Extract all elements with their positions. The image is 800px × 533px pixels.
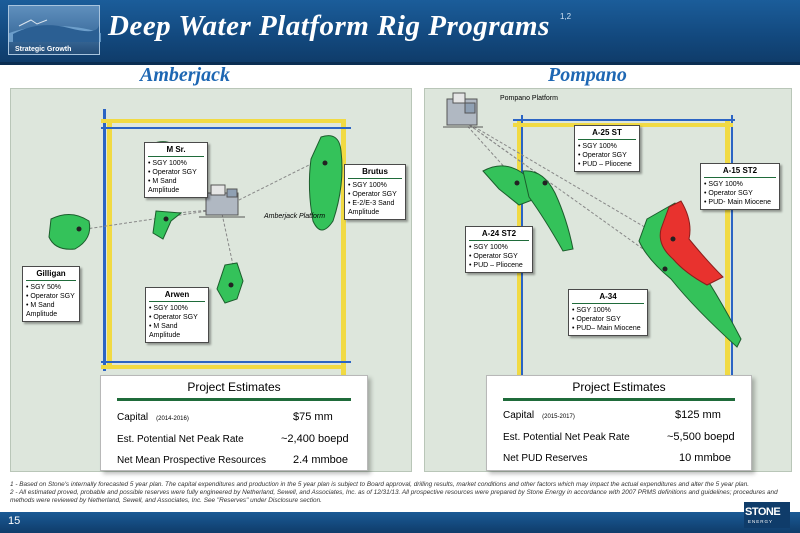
footnotes bbox=[10, 481, 780, 505]
stone-logo-subtext: ENERGY bbox=[748, 519, 774, 524]
prospect-detail: • E-2/E-3 Sand Amplitude bbox=[348, 199, 402, 217]
prospect-detail: • PUD – Pliocene bbox=[578, 160, 636, 169]
estimates-underline bbox=[117, 398, 351, 401]
prospect-label-a-34 bbox=[568, 289, 648, 336]
prospect-label-a-24-st2 bbox=[465, 226, 533, 273]
prospect-name: A-15 ST2 bbox=[704, 166, 776, 178]
capital-value: $75 mm bbox=[293, 411, 333, 423]
prospect-detail: • SGY 100% bbox=[469, 243, 529, 252]
amberjack-title: Amberjack bbox=[140, 64, 230, 86]
rate-label: Est. Potential Net Peak Rate bbox=[117, 434, 244, 445]
pompano-title: Pompano bbox=[548, 64, 627, 86]
footer-bar bbox=[0, 512, 800, 533]
prospect-label-a-15-st2 bbox=[700, 163, 780, 210]
title-footnote-ref: 1,2 bbox=[560, 12, 572, 21]
pompano-platform-icon bbox=[443, 93, 483, 127]
header-divider bbox=[0, 62, 800, 65]
strategic-growth-logo bbox=[8, 5, 100, 55]
prospect-detail: • Operator SGY bbox=[578, 151, 636, 160]
prospect-label-gilligan bbox=[22, 266, 80, 322]
rate-value: ~2,400 boepd bbox=[281, 433, 349, 445]
capital-row bbox=[117, 412, 189, 423]
estimates-title: Project Estimates bbox=[572, 380, 666, 394]
capital-label: Capital bbox=[117, 412, 149, 423]
prospect-name: M Sr. bbox=[148, 145, 204, 157]
prospect-name: A-24 ST2 bbox=[469, 229, 529, 241]
logo-caption: Strategic Growth bbox=[15, 46, 72, 53]
prospect-label-m-sr bbox=[144, 142, 208, 198]
rate-value: ~5,500 boepd bbox=[667, 431, 735, 443]
prospect-detail: • SGY 100% bbox=[149, 304, 205, 313]
reserves-label: Net PUD Reserves bbox=[503, 453, 588, 464]
pompano-platform-label: Pompano Platform bbox=[500, 95, 558, 102]
pompano-project-estimates bbox=[486, 375, 752, 471]
globe-icon bbox=[9, 6, 101, 42]
prospect-detail: • Operator SGY bbox=[469, 252, 529, 261]
prospect-detail: • PUD – Pliocene bbox=[469, 261, 529, 270]
prospect-detail: • PUD– Main Miocene bbox=[572, 324, 644, 333]
resources-value: 2.4 mmboe bbox=[293, 454, 349, 466]
prospect-detail: • Operator SGY bbox=[348, 190, 402, 199]
prospect-detail: • SGY 100% bbox=[348, 181, 402, 190]
rate-label: Est. Potential Net Peak Rate bbox=[503, 432, 630, 443]
estimates-underline bbox=[503, 398, 735, 401]
capital-years: (2014-2016) bbox=[156, 416, 189, 422]
stone-logo-text: STONE bbox=[745, 506, 781, 518]
prospect-detail: • M Sand Amplitude bbox=[26, 301, 76, 319]
prospect-detail: • M Sand Amplitude bbox=[149, 322, 205, 340]
prospect-detail: • Operator SGY bbox=[704, 189, 776, 198]
prospect-detail: • SGY 100% bbox=[578, 142, 636, 151]
prospect-detail: • Operator SGY bbox=[26, 292, 76, 301]
prospect-detail: • Operator SGY bbox=[572, 315, 644, 324]
estimates-title: Project Estimates bbox=[187, 380, 281, 394]
prospect-name: Brutus bbox=[348, 167, 402, 179]
prospect-detail: • SGY 100% bbox=[704, 180, 776, 189]
amberjack-project-estimates bbox=[100, 375, 368, 471]
footnote-1: 1 - Based on Stone's internally forecasted 5 year plan. The capital expenditures and production in the 5 year plan is subject to Board approval, drilling results, market conditions and other factors which may impact the actual expenditures and alter the 5 year plan. bbox=[10, 481, 750, 488]
prospect-label-a-25-st bbox=[574, 125, 640, 172]
footnote-2: 2 - All estimated proved, probable and possible reserves were fully engineered by Netherland, Sewell, and Associates, Inc. as of 12/31/13. All prospective resources were prepared by Stone Energy in accordance with 2007 PRMS definitions and guidelines; procedures and methods were reviewed by Netherland, Sewell, and Associates, Inc. See "Reserves" under Disclosure section. bbox=[10, 489, 778, 504]
prospect-detail: • M Sand Amplitude bbox=[148, 177, 204, 195]
prospect-detail: • PUD- Main Miocene bbox=[704, 198, 776, 207]
prospect-detail: • Operator SGY bbox=[149, 313, 205, 322]
prospect-detail: • SGY 100% bbox=[572, 306, 644, 315]
capital-years: (2015-2017) bbox=[542, 414, 575, 420]
capital-row bbox=[503, 410, 575, 421]
prospect-name: Arwen bbox=[149, 290, 205, 302]
prospect-label-brutus bbox=[344, 164, 406, 220]
resources-label: Net Mean Prospective Resources bbox=[117, 455, 266, 466]
prospect-name: Gilligan bbox=[26, 269, 76, 281]
prospect-detail: • SGY 100% bbox=[148, 159, 204, 168]
prospect-detail: • SGY 50% bbox=[26, 283, 76, 292]
reserves-value: 10 mmboe bbox=[679, 452, 731, 464]
prospect-label-arwen bbox=[145, 287, 209, 343]
prospect-detail: • Operator SGY bbox=[148, 168, 204, 177]
capital-value: $125 mm bbox=[675, 409, 721, 421]
page-title: Deep Water Platform Rig Programs bbox=[108, 10, 550, 42]
prospect-name: A-34 bbox=[572, 292, 644, 304]
page-number: 15 bbox=[8, 515, 21, 527]
prospect-name: A-25 ST bbox=[578, 128, 636, 140]
amberjack-platform-label: Amberjack Platform bbox=[264, 213, 326, 220]
capital-label: Capital bbox=[503, 410, 535, 421]
